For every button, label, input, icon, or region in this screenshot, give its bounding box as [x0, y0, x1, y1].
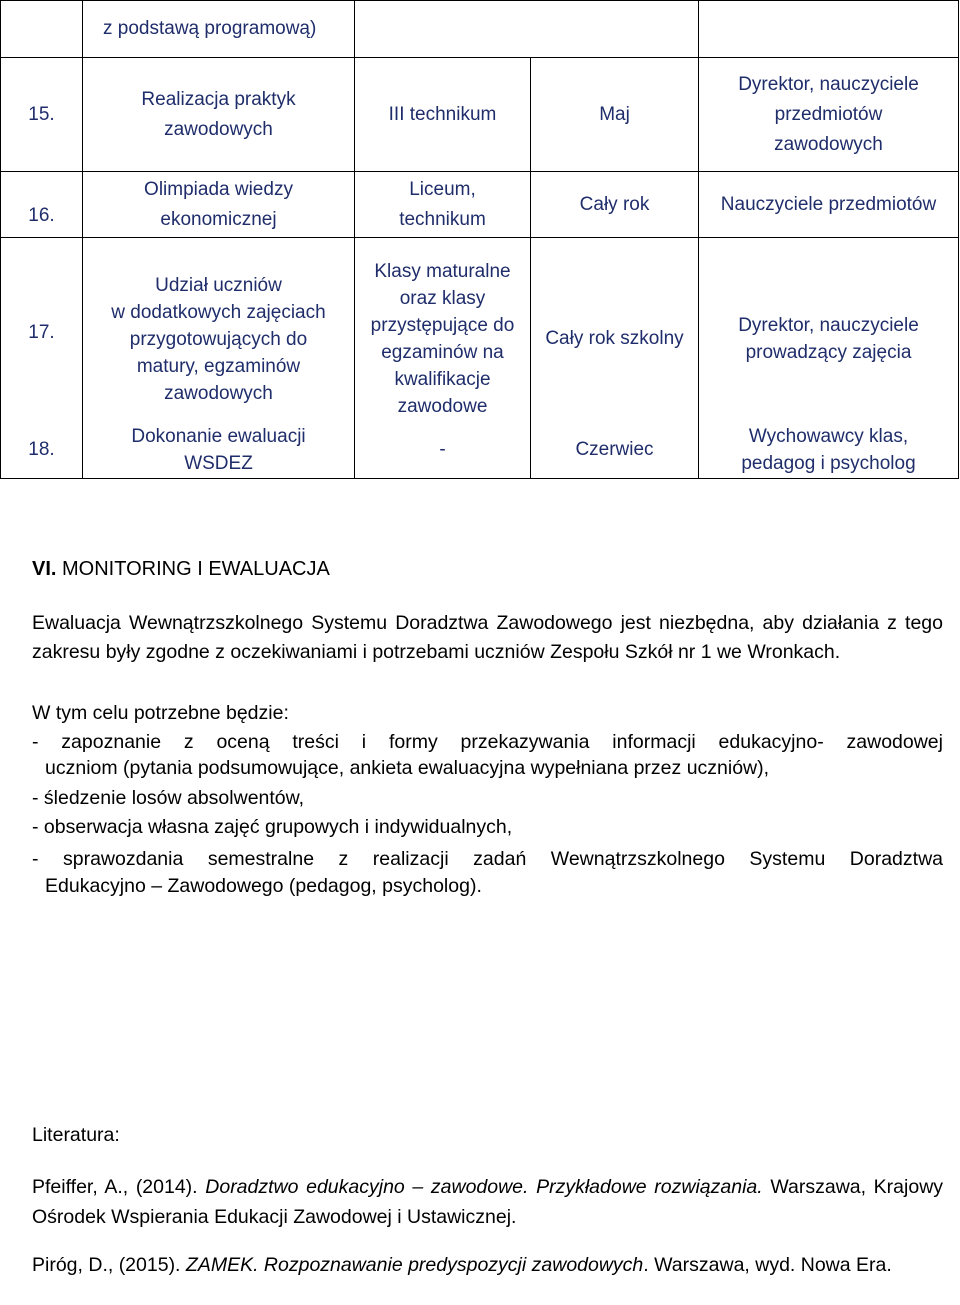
intro-paragraph: Ewaluacja Wewnątrzszkolnego Systemu Doradztwa Zawodowego jest niezbędna, aby działania z tego zakresu były zgodne z oczekiwaniami i potrzebami uczniów Zespołu Szkół nr 1 we Wronkach.	[32, 612, 943, 663]
schedule-table	[0, 0, 960, 479]
table-cell-responsible: Dyrektor, nauczyciele prowadzący zajęcia	[738, 315, 919, 363]
table-cell-date: Maj	[599, 103, 630, 125]
table-cell-date: Cały rok szkolny	[545, 328, 684, 349]
table-cell-participants: III technikum	[388, 103, 497, 125]
reference-item: Pfeiffer, A., (2014). Doradztwo edukacyjno – zawodowe. Przykładowe rozwiązania. Warszawa, Krajowy Ośrodek Wspierania Edukacji Zawodowej i Ustawicznej.	[32, 1176, 944, 1228]
table-cell-date: Cały rok	[579, 193, 650, 215]
table-cell-activity: Dokonanie ewaluacji WSDEZ	[131, 426, 306, 474]
reference-item: Piróg, D., (2015). ZAMEK. Rozpoznawanie predyspozycji zawodowych. Warszawa, wyd. Nowa Era.	[32, 1254, 892, 1276]
table-cell-activity: Olimpiada wiedzy ekonomicznej	[144, 178, 293, 230]
table-cell-participants: -	[439, 439, 446, 460]
list-item: - śledzenie losów absolwentów,	[32, 787, 305, 809]
table-cell-responsible: Wychowawcy klas, pedagog i psycholog	[741, 426, 916, 474]
list-item: - zapoznanie z oceną treści i formy przekazywania informacji edukacyjno- zawodowej	[32, 731, 943, 753]
table-cell-number: 17.	[28, 322, 55, 343]
literature-heading: Literatura:	[32, 1124, 120, 1146]
table-cell-activity: Realizacja praktyk zawodowych	[141, 88, 296, 140]
section-title: MONITORING I EWALUACJA	[62, 558, 330, 580]
table-cell-date: Czerwiec	[575, 439, 654, 460]
section-heading	[32, 558, 330, 581]
list-item: - sprawozdania semestralne z realizacji zadań Wewnątrzszkolnego Systemu Doradztwa	[32, 848, 943, 870]
table-cell-participants: Liceum, technikum	[399, 178, 486, 230]
list-item: - obserwacja własna zajęć grupowych i indywidualnych,	[32, 816, 513, 838]
table-cell-number: 18.	[28, 439, 55, 460]
table-cell-activity: z podstawą programową)	[103, 18, 317, 39]
list-intro: W tym celu potrzebne będzie:	[32, 702, 289, 724]
table-cell-activity: Udział uczniów w dodatkowych zajęciach przygotowujących do matury, egzaminów zawodowych	[111, 274, 326, 404]
table-cell-number: 15.	[28, 103, 55, 125]
table-cell-number: 16.	[28, 205, 55, 226]
list-item-continuation: Edukacyjno – Zawodowego (pedagog, psycholog).	[45, 875, 482, 897]
table-cell-participants: Klasy maturalne oraz klasy przystępujące do egzaminów na kwalifikacje zawodowe	[370, 261, 515, 417]
list-item-continuation: uczniom (pytania podsumowujące, ankieta ewaluacyjna wypełniana przez uczniów),	[45, 757, 770, 779]
table-cell-responsible: Nauczyciele przedmiotów	[720, 193, 937, 215]
section-number: VI.	[32, 558, 57, 580]
table-cell-responsible: Dyrektor, nauczyciele przedmiotów zawodowych	[738, 73, 919, 155]
